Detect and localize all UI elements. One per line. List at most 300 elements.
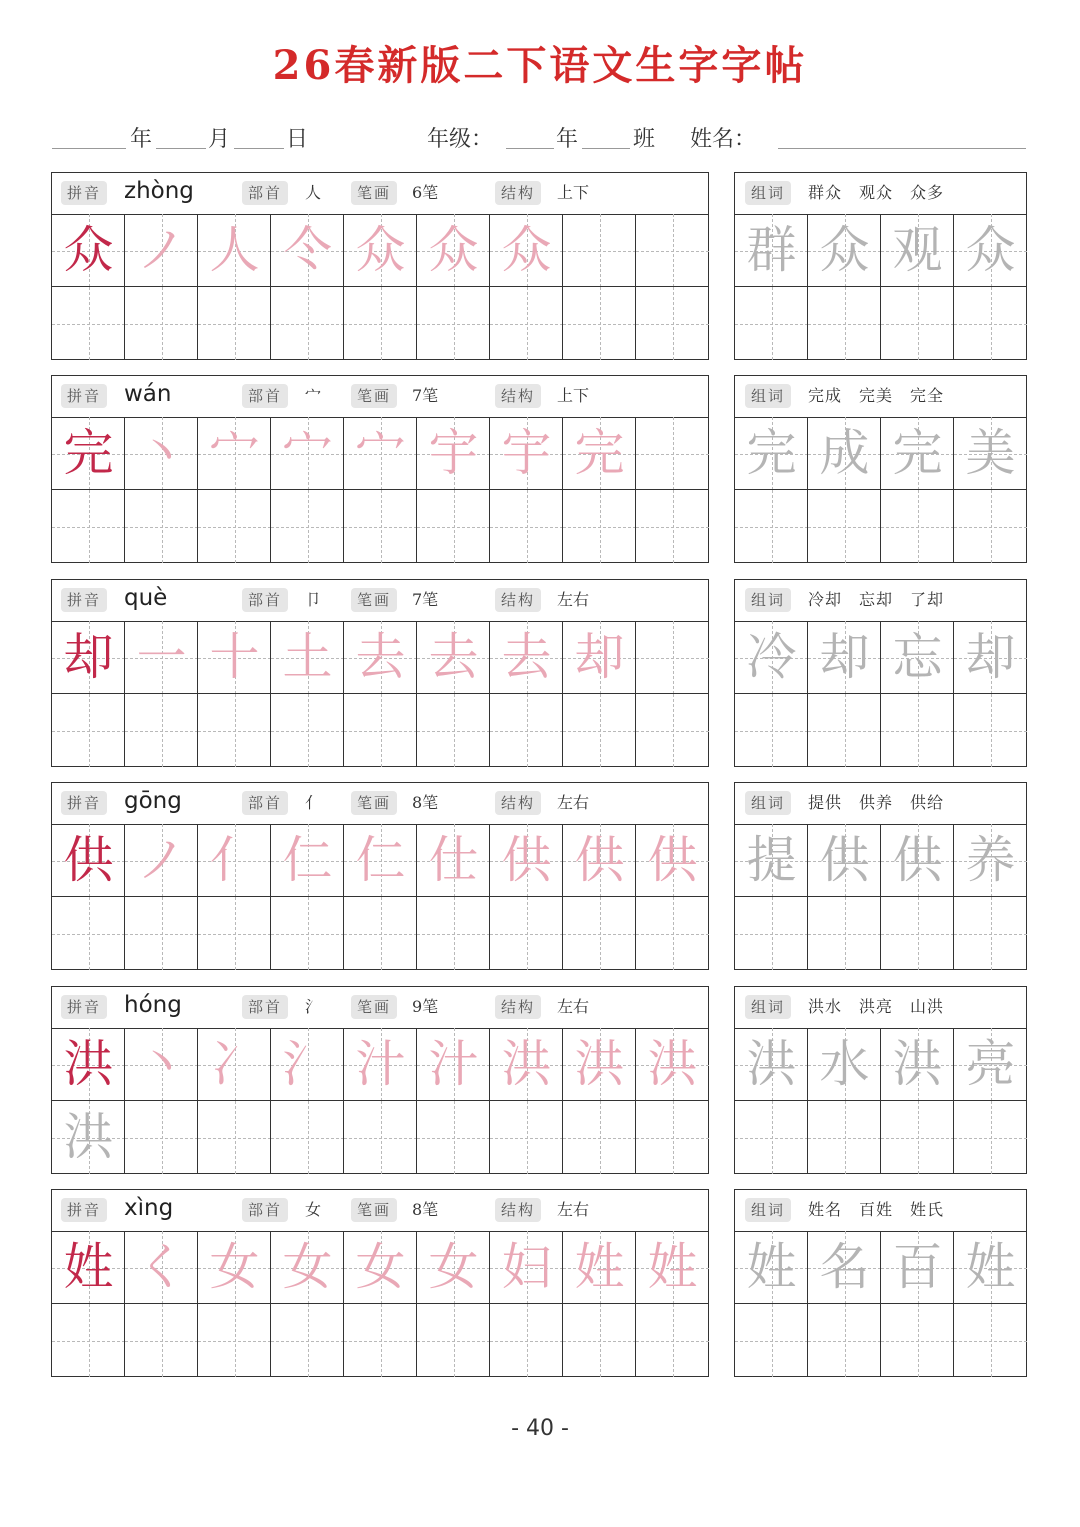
- stroke-step-cell[interactable]: [563, 621, 636, 694]
- practice-cell[interactable]: [881, 287, 954, 360]
- stroke-step-cell[interactable]: [271, 1028, 344, 1101]
- practice-cell[interactable]: [52, 490, 125, 563]
- word-char-cell[interactable]: [954, 1231, 1027, 1304]
- grid-guide-horizontal: [490, 324, 563, 325]
- practice-cell[interactable]: [198, 897, 271, 970]
- practice-cell[interactable]: [125, 694, 198, 767]
- word-char-cell[interactable]: [881, 621, 954, 694]
- char-card-header: [52, 987, 708, 1029]
- grid-guide-horizontal: [417, 527, 490, 528]
- grid-line: [343, 824, 344, 970]
- grid-guide-horizontal: [636, 527, 709, 528]
- grid-guide-horizontal: [954, 1138, 1027, 1139]
- grid-line: [953, 1028, 954, 1174]
- practice-cell[interactable]: [563, 1101, 636, 1174]
- glyph: 供: [574, 831, 625, 889]
- word-char-cell[interactable]: [881, 417, 954, 490]
- stroke-step-cell[interactable]: [344, 1028, 417, 1101]
- word-char-cell[interactable]: [808, 214, 881, 287]
- grid-guide-horizontal: [271, 1138, 344, 1139]
- practice-cell[interactable]: [808, 287, 881, 360]
- practice-cell[interactable]: [271, 1101, 344, 1174]
- practice-cell[interactable]: [344, 287, 417, 360]
- grid-line: [735, 896, 1026, 897]
- practice-cell[interactable]: [808, 1101, 881, 1174]
- practice-cell[interactable]: [636, 287, 709, 360]
- stroke-step-cell[interactable]: [125, 824, 198, 897]
- glyph: 宇: [501, 424, 552, 482]
- practice-cell[interactable]: [344, 1304, 417, 1377]
- practice-cell[interactable]: [490, 490, 563, 563]
- structure-value: 上下: [557, 386, 590, 405]
- strokes-value: 6笔: [412, 183, 439, 202]
- grid-line: [52, 489, 708, 490]
- practice-cell[interactable]: [636, 1304, 709, 1377]
- grid-guide-horizontal: [271, 1341, 344, 1342]
- practice-cell[interactable]: [735, 1304, 808, 1377]
- name-blank[interactable]: [778, 148, 1026, 149]
- grid-guide-horizontal: [636, 1341, 709, 1342]
- practice-cell[interactable]: [490, 897, 563, 970]
- grid-line: [953, 417, 954, 563]
- class-blank[interactable]: [582, 148, 630, 149]
- pinyin-tag: 拼音: [61, 791, 107, 815]
- stroke-step-cell[interactable]: [125, 621, 198, 694]
- stroke-step-cell[interactable]: [344, 1231, 417, 1304]
- radical-value: 女: [305, 1200, 322, 1219]
- grid-guide-horizontal: [417, 934, 490, 935]
- word-char-cell[interactable]: [735, 824, 808, 897]
- words-tag: 组词: [745, 384, 791, 408]
- practice-cell[interactable]: [198, 490, 271, 563]
- grid-line: [270, 214, 271, 360]
- month-blank[interactable]: [156, 148, 206, 149]
- structure-tag: 结构: [495, 384, 541, 408]
- stroke-step-cell[interactable]: [490, 824, 563, 897]
- grid-line: [124, 824, 125, 970]
- grid-guide-horizontal: [125, 324, 198, 325]
- pinyin-value: què: [124, 585, 168, 611]
- char-card-header: [52, 376, 708, 418]
- grid-line: [197, 417, 198, 563]
- practice-cell[interactable]: [636, 694, 709, 767]
- day-blank[interactable]: [234, 148, 284, 149]
- radical-tag: 部首: [242, 181, 288, 205]
- glyph: 忘: [892, 628, 943, 686]
- word-char-cell[interactable]: [808, 621, 881, 694]
- structure-tag: 结构: [495, 588, 541, 612]
- stroke-step-cell[interactable]: [344, 824, 417, 897]
- practice-cell[interactable]: [954, 897, 1027, 970]
- practice-cell[interactable]: [808, 1304, 881, 1377]
- practice-cell[interactable]: [563, 897, 636, 970]
- grid-guide-horizontal: [954, 527, 1027, 528]
- glyph: 宀: [355, 424, 406, 482]
- main-char-cell: [52, 417, 125, 490]
- glyph: 众: [428, 221, 479, 279]
- radical-value: 人: [305, 183, 322, 202]
- stroke-step-cell[interactable]: [125, 1028, 198, 1101]
- grid-line: [489, 824, 490, 970]
- practice-cell[interactable]: [563, 490, 636, 563]
- glyph: 却: [574, 628, 625, 686]
- grid-line: [807, 621, 808, 767]
- glyph: 仁: [282, 831, 333, 889]
- practice-cell[interactable]: [125, 1101, 198, 1174]
- info-header: [0, 122, 1080, 158]
- page-number: - 40 -: [511, 1416, 569, 1441]
- grid-line: [343, 1028, 344, 1174]
- word-char-cell[interactable]: [881, 1028, 954, 1101]
- grid-line: [880, 621, 881, 767]
- glyph: 众: [819, 221, 870, 279]
- pinyin-tag: 拼音: [61, 384, 107, 408]
- stroke-step-cell[interactable]: [198, 417, 271, 490]
- practice-cell[interactable]: [271, 1304, 344, 1377]
- strokes-value: 7笔: [412, 386, 439, 405]
- practice-cell[interactable]: [954, 1304, 1027, 1377]
- stroke-step-cell[interactable]: [490, 1231, 563, 1304]
- grid-guide-horizontal: [808, 324, 881, 325]
- practice-cell[interactable]: [563, 287, 636, 360]
- word-char-cell[interactable]: [881, 1231, 954, 1304]
- grid-guide-horizontal: [344, 731, 417, 732]
- glyph: 冷: [746, 628, 797, 686]
- stroke-step-cell[interactable]: [198, 1231, 271, 1304]
- grid-line: [562, 214, 563, 360]
- grid-line: [343, 621, 344, 767]
- year-label: 年: [130, 127, 153, 152]
- practice-cell[interactable]: [808, 490, 881, 563]
- practice-cell[interactable]: [52, 897, 125, 970]
- char-card-0: [51, 172, 709, 360]
- practice-cell[interactable]: [954, 287, 1027, 360]
- glyph: 去: [355, 628, 406, 686]
- glyph: 仕: [428, 831, 479, 889]
- grid-line: [953, 214, 954, 360]
- practice-cell[interactable]: [125, 287, 198, 360]
- practice-cell[interactable]: [881, 694, 954, 767]
- word-char-cell[interactable]: [954, 1028, 1027, 1101]
- glyph: 供: [892, 831, 943, 889]
- grid-guide-horizontal: [808, 527, 881, 528]
- practice-cell[interactable]: [417, 1304, 490, 1377]
- word-char-cell[interactable]: [808, 417, 881, 490]
- practice-cell[interactable]: [271, 490, 344, 563]
- grid-line: [562, 824, 563, 970]
- grid-line: [416, 417, 417, 563]
- grid-line: [807, 417, 808, 563]
- stroke-step-cell[interactable]: [636, 621, 709, 694]
- radical-value: 氵: [305, 997, 322, 1016]
- strokes-tag: 笔画: [351, 791, 397, 815]
- stroke-step-cell[interactable]: [271, 824, 344, 897]
- practice-cell[interactable]: [271, 287, 344, 360]
- practice-cell[interactable]: [417, 1101, 490, 1174]
- grid-line: [416, 1231, 417, 1377]
- radical-tag: 部首: [242, 995, 288, 1019]
- practice-cell[interactable]: [881, 1304, 954, 1377]
- grid-guide-horizontal: [636, 454, 709, 455]
- word-card-5: [734, 1189, 1027, 1377]
- grid-line: [197, 1028, 198, 1174]
- grid-guide-horizontal: [636, 251, 709, 252]
- stroke-step-cell[interactable]: [271, 621, 344, 694]
- glyph: 姓: [63, 1238, 114, 1296]
- practice-cell[interactable]: [954, 1101, 1027, 1174]
- grid-line: [635, 621, 636, 767]
- pinyin-value: wán: [124, 381, 172, 407]
- grid-line: [270, 1028, 271, 1174]
- grid-line: [197, 621, 198, 767]
- grid-line: [416, 214, 417, 360]
- practice-cell[interactable]: [490, 694, 563, 767]
- stroke-step-cell[interactable]: [271, 417, 344, 490]
- stroke-step-cell[interactable]: [344, 214, 417, 287]
- stroke-step-cell[interactable]: [417, 621, 490, 694]
- stroke-step-cell[interactable]: [490, 621, 563, 694]
- glyph: 洪: [574, 1035, 625, 1093]
- practice-cell[interactable]: [198, 1101, 271, 1174]
- grid-guide-horizontal: [881, 731, 954, 732]
- practice-cell[interactable]: [344, 694, 417, 767]
- stroke-step-cell[interactable]: [271, 214, 344, 287]
- grade-blank[interactable]: [506, 148, 554, 149]
- grid-line: [735, 693, 1026, 694]
- practice-cell[interactable]: [735, 490, 808, 563]
- glyph: 去: [501, 628, 552, 686]
- stroke-step-cell[interactable]: [636, 214, 709, 287]
- word-char-cell[interactable]: [808, 824, 881, 897]
- glyph: 群: [746, 221, 797, 279]
- practice-cell[interactable]: [636, 897, 709, 970]
- word-char-cell[interactable]: [881, 824, 954, 897]
- grid-guide-horizontal: [735, 1341, 808, 1342]
- grid-line: [343, 214, 344, 360]
- structure-tag: 结构: [495, 1198, 541, 1222]
- glyph: 妇: [501, 1238, 552, 1296]
- word-card-2: [734, 579, 1027, 767]
- practice-cell[interactable]: [563, 1304, 636, 1377]
- word-char-cell[interactable]: [954, 621, 1027, 694]
- grid-guide-horizontal: [563, 324, 636, 325]
- grid-guide-horizontal: [271, 934, 344, 935]
- practice-cell[interactable]: [125, 897, 198, 970]
- strokes-tag: 笔画: [351, 384, 397, 408]
- words-tag: 组词: [745, 995, 791, 1019]
- glyph: 却: [965, 628, 1016, 686]
- grid-line: [735, 286, 1026, 287]
- word-char-cell[interactable]: [808, 1231, 881, 1304]
- structure-tag: 结构: [495, 181, 541, 205]
- practice-cell[interactable]: [954, 490, 1027, 563]
- stroke-step-cell[interactable]: [271, 1231, 344, 1304]
- practice-cell[interactable]: [344, 897, 417, 970]
- practice-cell[interactable]: [735, 287, 808, 360]
- stroke-step-cell[interactable]: [563, 1028, 636, 1101]
- practice-cell[interactable]: [52, 1101, 125, 1174]
- word-card-header: [735, 173, 1026, 215]
- stroke-step-cell[interactable]: [417, 214, 490, 287]
- word-card-header: [735, 376, 1026, 418]
- practice-cell[interactable]: [490, 1304, 563, 1377]
- main-char-cell: [52, 1231, 125, 1304]
- structure-value: 左右: [557, 997, 590, 1016]
- practice-cell[interactable]: [198, 1304, 271, 1377]
- grid-line: [197, 824, 198, 970]
- grid-guide-horizontal: [735, 1138, 808, 1139]
- practice-cell[interactable]: [125, 490, 198, 563]
- grid-line: [562, 417, 563, 563]
- grid-guide-horizontal: [417, 1138, 490, 1139]
- grid-guide-horizontal: [881, 324, 954, 325]
- glyph: 洪: [647, 1035, 698, 1093]
- practice-cell[interactable]: [881, 490, 954, 563]
- word-char-cell[interactable]: [881, 214, 954, 287]
- practice-cell[interactable]: [52, 287, 125, 360]
- grid-line: [880, 824, 881, 970]
- practice-cell[interactable]: [271, 694, 344, 767]
- stroke-step-cell[interactable]: [490, 1028, 563, 1101]
- stroke-step-cell[interactable]: [636, 824, 709, 897]
- practice-cell[interactable]: [881, 897, 954, 970]
- stroke-step-cell[interactable]: [563, 214, 636, 287]
- grid-guide-horizontal: [954, 731, 1027, 732]
- grid-guide-horizontal: [52, 1341, 125, 1342]
- words-tag: 组词: [745, 181, 791, 205]
- class-label: 班: [633, 127, 656, 152]
- practice-cell[interactable]: [735, 897, 808, 970]
- practice-cell[interactable]: [636, 1101, 709, 1174]
- practice-cell[interactable]: [563, 694, 636, 767]
- pinyin-tag: 拼音: [61, 1198, 107, 1222]
- practice-cell[interactable]: [735, 1101, 808, 1174]
- grid-guide-horizontal: [636, 658, 709, 659]
- grid-guide-horizontal: [198, 324, 271, 325]
- grid-line: [197, 1231, 198, 1377]
- stroke-step-cell[interactable]: [636, 417, 709, 490]
- glyph: 女: [355, 1238, 406, 1296]
- practice-cell[interactable]: [417, 694, 490, 767]
- stroke-step-cell[interactable]: [563, 1231, 636, 1304]
- stroke-step-cell[interactable]: [198, 1028, 271, 1101]
- grid-line: [953, 1231, 954, 1377]
- practice-cell[interactable]: [881, 1101, 954, 1174]
- word-char-cell[interactable]: [735, 417, 808, 490]
- stroke-step-cell[interactable]: [198, 621, 271, 694]
- grid-line: [953, 824, 954, 970]
- grid-guide-horizontal: [881, 527, 954, 528]
- practice-cell[interactable]: [125, 1304, 198, 1377]
- practice-cell[interactable]: [490, 1101, 563, 1174]
- grid-line: [52, 693, 708, 694]
- word-char-cell[interactable]: [808, 1028, 881, 1101]
- practice-cell[interactable]: [490, 287, 563, 360]
- word-char-cell[interactable]: [954, 824, 1027, 897]
- practice-cell[interactable]: [344, 1101, 417, 1174]
- word-char-cell[interactable]: [735, 1028, 808, 1101]
- practice-cell[interactable]: [417, 897, 490, 970]
- stroke-step-cell[interactable]: [417, 824, 490, 897]
- glyph: 众: [965, 221, 1016, 279]
- stroke-step-cell[interactable]: [344, 417, 417, 490]
- grid-guide-horizontal: [198, 934, 271, 935]
- pinyin-value: gōng: [124, 788, 182, 814]
- stroke-step-cell[interactable]: [125, 214, 198, 287]
- practice-cell[interactable]: [735, 694, 808, 767]
- practice-cell[interactable]: [344, 490, 417, 563]
- practice-cell[interactable]: [52, 1304, 125, 1377]
- grid-guide-horizontal: [735, 934, 808, 935]
- stroke-step-cell[interactable]: [198, 214, 271, 287]
- stroke-step-cell[interactable]: [125, 417, 198, 490]
- stroke-step-cell[interactable]: [417, 1231, 490, 1304]
- stroke-step-cell[interactable]: [417, 417, 490, 490]
- practice-cell[interactable]: [954, 694, 1027, 767]
- practice-cell[interactable]: [198, 694, 271, 767]
- grid-guide-horizontal: [808, 1138, 881, 1139]
- word-char-cell[interactable]: [954, 417, 1027, 490]
- radical-value: 亻: [305, 793, 322, 812]
- grid-line: [735, 1100, 1026, 1101]
- glyph: 仒: [282, 221, 333, 279]
- glyph: 女: [428, 1238, 479, 1296]
- stroke-step-cell[interactable]: [198, 824, 271, 897]
- structure-value: 左右: [557, 1200, 590, 1219]
- grid-line: [124, 621, 125, 767]
- word-char-cell[interactable]: [954, 214, 1027, 287]
- word-char-cell[interactable]: [735, 214, 808, 287]
- glyph: 丶: [136, 424, 187, 482]
- practice-cell[interactable]: [271, 897, 344, 970]
- stroke-step-cell[interactable]: [563, 417, 636, 490]
- practice-cell[interactable]: [636, 490, 709, 563]
- glyph: 百: [892, 1238, 943, 1296]
- glyph: 养: [965, 831, 1016, 889]
- stroke-step-cell[interactable]: [563, 824, 636, 897]
- glyph: 却: [63, 628, 114, 686]
- grid-guide-horizontal: [344, 934, 417, 935]
- grid-guide-horizontal: [636, 1138, 709, 1139]
- strokes-value: 8笔: [412, 1200, 439, 1219]
- stroke-step-cell[interactable]: [636, 1028, 709, 1101]
- stroke-step-cell[interactable]: [490, 214, 563, 287]
- word-card-header: [735, 1190, 1026, 1232]
- glyph: 宀: [209, 424, 260, 482]
- practice-cell[interactable]: [52, 694, 125, 767]
- stroke-step-cell[interactable]: [417, 1028, 490, 1101]
- practice-cell[interactable]: [417, 287, 490, 360]
- grid-line: [416, 824, 417, 970]
- practice-cell[interactable]: [808, 897, 881, 970]
- grid-guide-horizontal: [490, 731, 563, 732]
- glyph: 众: [501, 221, 552, 279]
- practice-cell[interactable]: [198, 287, 271, 360]
- stroke-step-cell[interactable]: [636, 1231, 709, 1304]
- grid-guide-horizontal: [563, 1138, 636, 1139]
- words-tag: 组词: [745, 588, 791, 612]
- stroke-step-cell[interactable]: [344, 621, 417, 694]
- word-char-cell[interactable]: [735, 1231, 808, 1304]
- practice-cell[interactable]: [808, 694, 881, 767]
- stroke-step-cell[interactable]: [490, 417, 563, 490]
- year-blank[interactable]: [52, 148, 126, 149]
- stroke-step-cell[interactable]: [125, 1231, 198, 1304]
- grid-line: [270, 824, 271, 970]
- word-char-cell[interactable]: [735, 621, 808, 694]
- grid-line: [489, 1231, 490, 1377]
- practice-cell[interactable]: [417, 490, 490, 563]
